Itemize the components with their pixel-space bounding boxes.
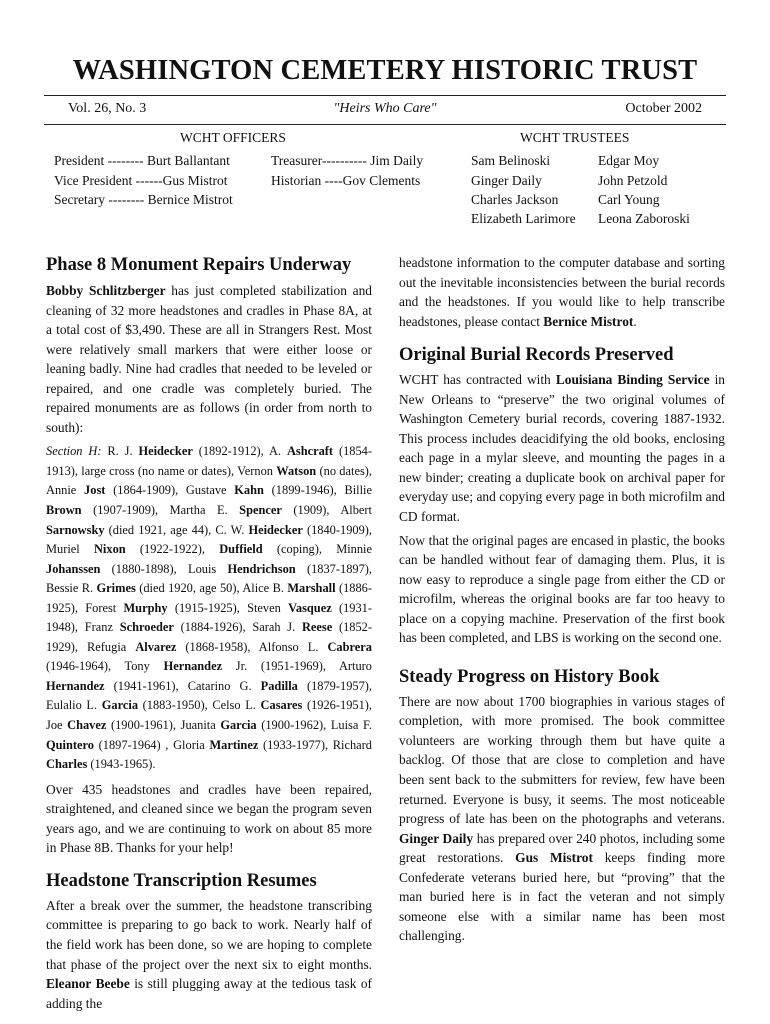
article-paragraph: Over 435 headstones and cradles have been repaired, straightened, and cleaned since we began the program seven years ago, and we are continuing to work on about 85 more in Phase 8B. Thanks for your help! bbox=[46, 781, 372, 856]
burial-text: (1884-1926), Sarah J. bbox=[173, 620, 302, 635]
burial-surname: Duffield bbox=[219, 542, 263, 557]
trustee-name: Carl Young bbox=[598, 192, 660, 207]
burial-text: (1922-1922), bbox=[125, 542, 220, 557]
paragraph-text: After a break over the summer, the headstone transcribing committee is preparing to go back to work. Nearly half of the field work has been done, so we are hoping to complete that phase of the project over the next six to eight months. bbox=[46, 897, 372, 972]
article-paragraph bbox=[46, 281, 372, 437]
burial-text: (no dates), Annie bbox=[46, 463, 372, 498]
burial-text: (1900-1962), Luisa F. bbox=[256, 718, 372, 733]
burial-text: R. J. bbox=[101, 444, 139, 459]
burial-text: (1864-1909), Gustave bbox=[105, 483, 235, 498]
trustee-name: Charles Jackson bbox=[471, 192, 559, 207]
article-title-burial-records: Original Burial Records Preserved bbox=[399, 345, 674, 366]
paragraph-text: is still plugging away at the tedious task of adding the bbox=[46, 976, 372, 1011]
volume-number: Vol. 26, No. 3 bbox=[68, 101, 147, 116]
burial-text: (1897-1964) , Gloria bbox=[93, 737, 210, 752]
paragraph-text: keeps finding more Confederate veterans buried here, but “proving” that the man buried here is in fact the veteran and not simply someone else with a similar name has been most challenging. bbox=[399, 850, 725, 944]
burial-text: (1946-1964), Tony bbox=[46, 659, 164, 674]
masthead-rule-bottom bbox=[44, 124, 726, 125]
trustee-name: Sam Belinoski bbox=[471, 153, 551, 168]
paragraph-text: in New Orleans to “preserve” the two original volumes of Washington Cemetery burial records, covering 1887-1932. This process includes deacidifying the old books, enclosing each page in a mylar sleeve, and mounting the pages in a new binder; creating a duplicate book on archival paper for everyday use; and copying every page in both microfilm and CD format. bbox=[399, 372, 725, 525]
burial-surname: Brown bbox=[46, 503, 82, 518]
burial-surname: Murphy bbox=[123, 600, 168, 615]
burial-surname: Garcia bbox=[101, 698, 139, 713]
officers-heading: WCHT OFFICERS bbox=[180, 130, 286, 145]
article-title-transcription: Headstone Transcription Resumes bbox=[46, 870, 317, 891]
burial-surname: Cabrera bbox=[327, 639, 372, 654]
burial-text: (1883-1950), Celso L. bbox=[138, 698, 261, 713]
burial-text: (1854-1913), large cross (no name or dates), Vernon bbox=[46, 444, 372, 478]
burial-surname: Nixon bbox=[93, 542, 126, 557]
burial-text: (1837-1897), Bessie R. bbox=[46, 561, 373, 596]
burial-surname: Grimes bbox=[96, 581, 136, 596]
issue-line bbox=[44, 101, 726, 121]
burial-surname: Spencer bbox=[239, 503, 282, 518]
trustee-name: Ginger Daily bbox=[471, 173, 542, 188]
burial-entries bbox=[46, 444, 372, 771]
burial-surname: Casares bbox=[260, 698, 303, 713]
person-name: Bobby Schlitzberger bbox=[46, 283, 166, 298]
burial-surname: Marshall bbox=[287, 581, 336, 596]
burial-surname: Kahn bbox=[234, 483, 264, 498]
masthead-rule-top bbox=[44, 95, 726, 96]
burial-surname: Ashcraft bbox=[286, 444, 334, 459]
burial-text: (1915-1925), Steven bbox=[167, 600, 289, 615]
burial-surname: Hendrichson bbox=[227, 561, 296, 576]
burial-surname: Chavez bbox=[67, 718, 107, 733]
burial-text: (1886-1925), Forest bbox=[46, 581, 372, 615]
burial-surname: Martinez bbox=[209, 737, 259, 752]
burial-text: (1907-1909), Martha E. bbox=[81, 503, 240, 518]
person-name: Gus Mistrot bbox=[515, 850, 593, 866]
article-paragraph bbox=[399, 370, 725, 526]
paragraph-text: WCHT has contracted with bbox=[399, 372, 556, 388]
article-paragraph bbox=[399, 253, 725, 331]
burial-text: (1892-1912), A. bbox=[192, 444, 287, 459]
burial-text: (1941-1961), Catarino G. bbox=[104, 678, 261, 693]
business-name: Louisiana Binding Service bbox=[555, 372, 710, 388]
burial-surname: Vasquez bbox=[288, 600, 332, 615]
article-paragraph bbox=[46, 896, 372, 1013]
trustee-name: John Petzold bbox=[598, 173, 668, 188]
paragraph-text: has prepared over 240 photos, including some great restorations. bbox=[399, 830, 725, 866]
burial-surname: Sarnowsky bbox=[46, 522, 105, 537]
officer-treasurer: Treasurer---------- Jim Daily bbox=[271, 153, 424, 168]
masthead-title: WASHINGTON CEMETERY HISTORIC TRUST bbox=[72, 55, 698, 86]
burial-list bbox=[46, 442, 372, 774]
burial-surname: Hernandez bbox=[163, 659, 223, 674]
issue-date: October 2002 bbox=[625, 101, 702, 116]
burial-surname: Heidecker bbox=[248, 522, 303, 537]
left-column bbox=[46, 253, 372, 1013]
burial-text: (1868-1958), Alfonso L. bbox=[176, 639, 328, 654]
burial-text: (coping), Minnie bbox=[262, 542, 372, 557]
burial-surname: Johanssen bbox=[46, 561, 101, 576]
article-paragraph: Now that the original pages are encased in plastic, the books can be handled without fear of damaging them. Plus, it is now easy to reproduce a single page from either the CD or microfilm, whereas the original books are far too heavy to place on a copying machine. Preservation of the first book has been completed, and LBS is working on the second one. bbox=[399, 532, 725, 646]
burial-text: (1879-1957), Eulalio L. bbox=[46, 678, 372, 713]
officer-secretary: Secretary -------- Bernice Mistrot bbox=[54, 192, 233, 207]
burial-surname: Garcia bbox=[220, 718, 257, 733]
officer-historian: Historian ----Gov Clements bbox=[271, 173, 421, 188]
burial-text: (1931-1948), Franz bbox=[46, 600, 372, 635]
article-title-phase8: Phase 8 Monument Repairs Underway bbox=[46, 255, 352, 275]
burial-text: Jr. (1951-1969), Arturo bbox=[222, 659, 372, 674]
paragraph-text: . bbox=[633, 313, 637, 329]
trustees-heading: WCHT TRUSTEES bbox=[520, 130, 630, 145]
article-paragraph bbox=[399, 692, 725, 946]
burial-surname: Watson bbox=[276, 463, 317, 478]
person-name: Ginger Daily bbox=[399, 830, 474, 846]
burial-text: (1899-1946), Billie bbox=[263, 483, 372, 498]
burial-surname: Charles bbox=[46, 757, 88, 772]
burial-surname: Padilla bbox=[260, 678, 298, 693]
burial-surname: Reese bbox=[301, 620, 333, 635]
motto: "Heirs Who Care" bbox=[333, 101, 437, 116]
burial-surname: Hernandez bbox=[46, 678, 105, 693]
trustee-name: Edgar Moy bbox=[598, 153, 660, 168]
paragraph-text: headstone information to the computer database and sorting out the inevitable inconsistencies between the burial records and the headstones. If you would like to help transcribe headstones, please contact bbox=[399, 255, 725, 329]
burial-surname: Quintero bbox=[46, 737, 94, 752]
officer-president: President -------- Burt Ballantant bbox=[54, 153, 230, 168]
burial-text: (1933-1977), Richard bbox=[258, 737, 372, 752]
trustee-name: Leona Zaboroski bbox=[598, 211, 690, 226]
burial-text: (1880-1898), Louis bbox=[100, 561, 228, 576]
burial-surname: Schroeder bbox=[119, 620, 174, 635]
burial-text: (1926-1951), Joe bbox=[46, 698, 373, 733]
paragraph-text: has just completed stabilization and cleaning of 32 more headstones and cradles in Phase 8A, at a total cost of $3,490. These are all in Strangers Rest. Most were relatively small markers that were either loose or leaning badly. Nine had cradles that needed to be leveled or repaired, and one cradle was completely buried. The repaired monuments are as follows (in order from north to south): bbox=[46, 283, 372, 435]
person-name: Eleanor Beebe bbox=[46, 976, 130, 992]
burial-surname: Heidecker bbox=[138, 444, 193, 459]
burial-surname: Alvarez bbox=[135, 639, 177, 654]
paragraph-text: There are now about 1700 biographies in various stages of completion, with more promised. The book committee volunteers are working through them but have quite a backlog. Of those that are close to completion and have been sent back to the submitters for review, few have been returned. Everyone is busy, it seems. The most noticeable progress of late has been on the photographs and veterans. bbox=[399, 693, 725, 827]
burial-text: (1909), Albert bbox=[281, 503, 372, 518]
burial-text: (1840-1909), Muriel bbox=[46, 522, 373, 557]
burial-text: (1900-1961), Juanita bbox=[106, 718, 221, 733]
officer-vice-president: Vice President ------Gus Mistrot bbox=[54, 173, 228, 188]
burial-text: (died 1920, age 50), Alice B. bbox=[135, 581, 288, 596]
right-column bbox=[399, 253, 725, 946]
burial-text: (died 1921, age 44), C. W. bbox=[104, 522, 249, 537]
section-label: Section H: bbox=[46, 444, 102, 459]
burial-surname: Jost bbox=[84, 483, 106, 498]
person-name: Bernice Mistrot bbox=[543, 313, 634, 329]
trustee-name: Elizabeth Larimore bbox=[471, 211, 576, 226]
burial-text: (1943-1965). bbox=[87, 757, 156, 772]
burial-text: (1852-1929), Refugia bbox=[46, 620, 372, 654]
article-title-history-book: Steady Progress on History Book bbox=[399, 666, 660, 687]
